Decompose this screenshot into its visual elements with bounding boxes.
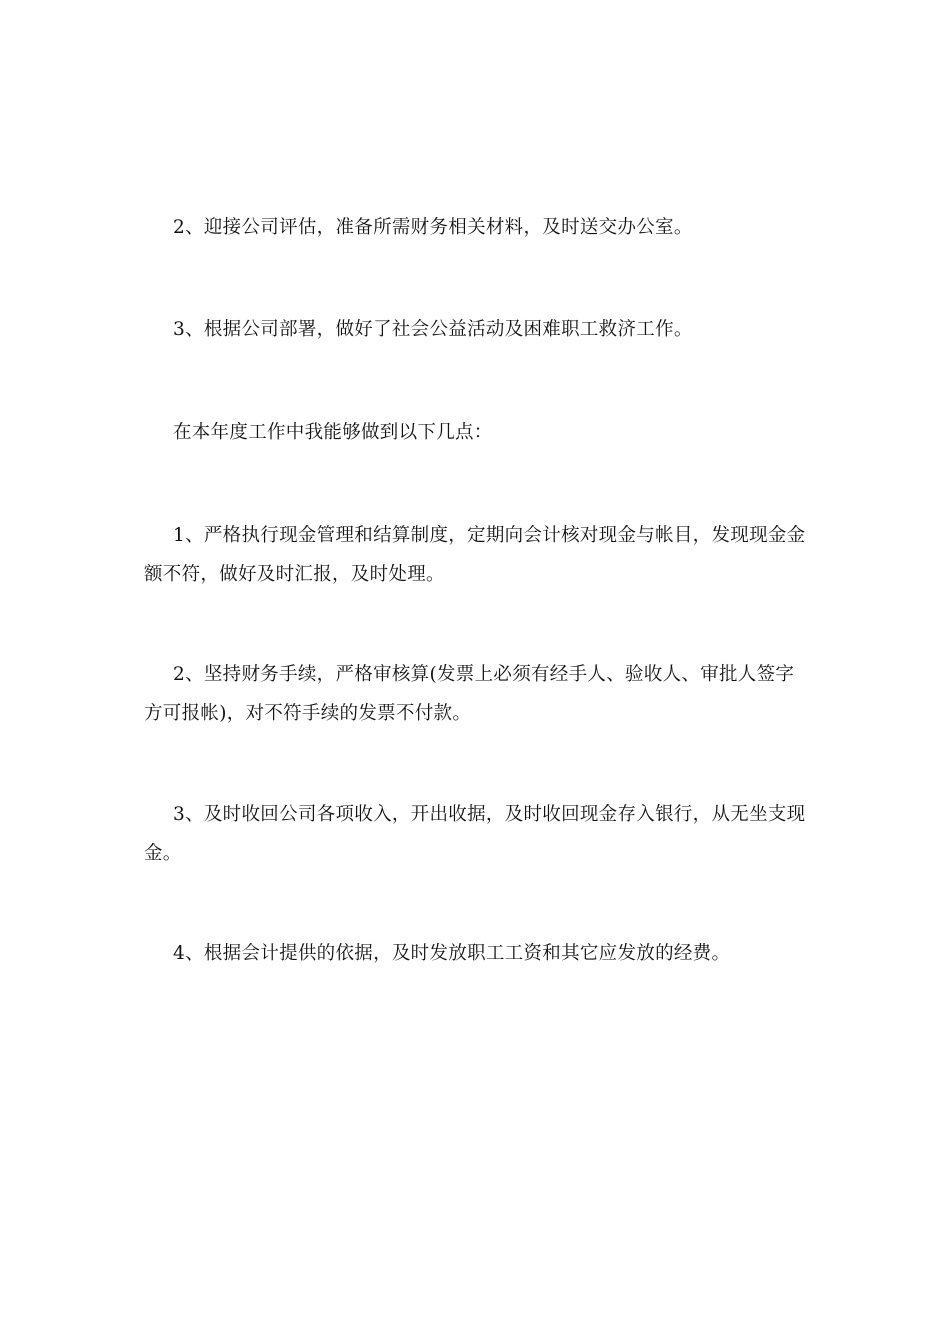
paragraph-item-3-public-welfare: 3、根据公司部署，做好了社会公益活动及困难职工救济工作。 [173,318,693,340]
paragraph-point-1-cash-management: 1、严格执行现金管理和结算制度，定期向会计核对现金与帐目，发现现金金额不符，做好及时汇报，及时处理。 [144,524,806,585]
paragraph-point-4-salary-payment: 4、根据会计提供的依据，及时发放职工工资和其它应发放的经费。 [173,942,731,964]
paragraph-point-2-financial-procedures: 2、坚持财务手续，严格审核算(发票上必须有经手人、验收人、审批人签字方可报帐)，对不符手续的发票不付款。 [144,663,795,724]
paragraph-summary-intro: 在本年度工作中我能够做到以下几点： [173,421,493,443]
paragraph-point-3-income-collection: 3、及时收回公司各项收入，开出收据，及时收回现金存入银行，从无坐支现金。 [144,803,806,864]
paragraph-item-2-company-evaluation: 2、迎接公司评估，准备所需财务相关材料，及时送交办公室。 [173,216,693,238]
